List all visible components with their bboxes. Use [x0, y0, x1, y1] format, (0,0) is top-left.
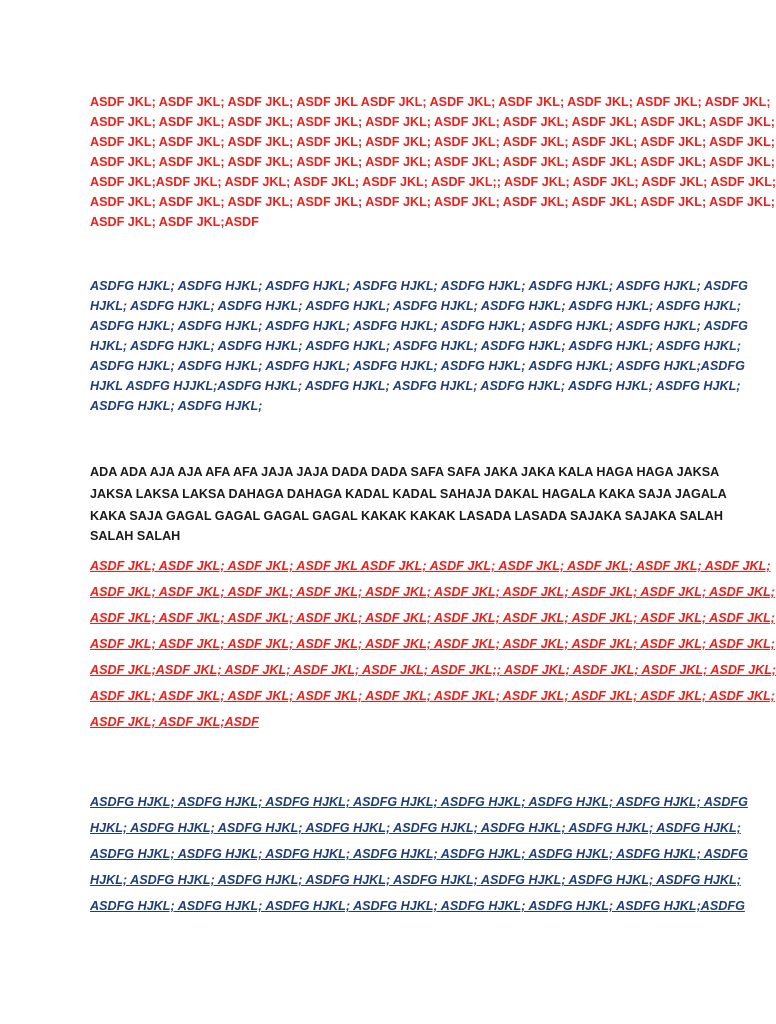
para3-line: ADA ADA AJA AJA AFA AFA JAJA JAJA DADA DADA SAFA SAFA JAKA JAKA KALA HAGA HAGA JAKSA: [90, 465, 720, 479]
para5-line: ASDFG HJKL; ASDFG HJKL; ASDFG HJKL; ASDFG HJKL; ASDFG HJKL; ASDFG HJKL; ASDFG HJKL; ASDFG: [90, 847, 748, 861]
para5-line: ASDFG HJKL; ASDFG HJKL; ASDFG HJKL; ASDFG HJKL; ASDFG HJKL; ASDFG HJKL; ASDFG HJKL; ASDFG: [90, 795, 748, 809]
para1-line: ASDF JKL; ASDF JKL; ASDF JKL; ASDF JKL; ASDF JKL; ASDF JKL; ASDF JKL; ASDF JKL; ASDF JKL; ASDF JKL;: [90, 195, 775, 209]
para3-line: SALAH SALAH: [90, 529, 181, 543]
para2-line: HJKL; ASDFG HJKL; ASDFG HJKL; ASDFG HJKL; ASDFG HJKL; ASDFG HJKL; ASDFG HJKL; ASDFG HJKL;: [90, 299, 741, 313]
para2-line: ASDFG HJKL; ASDFG HJKL; ASDFG HJKL; ASDFG HJKL; ASDFG HJKL; ASDFG HJKL; ASDFG HJKL; ASDFG: [90, 279, 748, 293]
para2-line: ASDFG HJKL; ASDFG HJKL; ASDFG HJKL; ASDFG HJKL; ASDFG HJKL; ASDFG HJKL; ASDFG HJKL; ASDFG: [90, 319, 748, 333]
para5-line: HJKL; ASDFG HJKL; ASDFG HJKL; ASDFG HJKL; ASDFG HJKL; ASDFG HJKL; ASDFG HJKL; ASDFG HJKL;: [90, 873, 741, 887]
para2-line: HJKL; ASDFG HJKL; ASDFG HJKL; ASDFG HJKL; ASDFG HJKL; ASDFG HJKL; ASDFG HJKL; ASDFG HJKL;: [90, 339, 741, 353]
para2-line: ASDFG HJKL; ASDFG HJKL; ASDFG HJKL; ASDFG HJKL; ASDFG HJKL; ASDFG HJKL; ASDFG HJKL;ASDFG: [90, 359, 745, 373]
para1-line: ASDF JKL; ASDF JKL; ASDF JKL; ASDF JKL; ASDF JKL; ASDF JKL; ASDF JKL; ASDF JKL; ASDF JKL; ASDF JKL;: [90, 135, 775, 149]
para4-line: ASDF JKL; ASDF JKL; ASDF JKL; ASDF JKL; ASDF JKL; ASDF JKL; ASDF JKL; ASDF JKL; ASDF JKL; ASDF JKL;: [90, 611, 775, 625]
para1-line: ASDF JKL; ASDF JKL; ASDF JKL; ASDF JKL; ASDF JKL; ASDF JKL; ASDF JKL; ASDF JKL; ASDF JKL; ASDF JKL;: [90, 115, 775, 129]
para4-line: ASDF JKL;ASDF JKL; ASDF JKL; ASDF JKL; ASDF JKL; ASDF JKL;; ASDF JKL; ASDF JKL; ASDF JKL; ASDF JKL;: [90, 663, 776, 677]
para4-line: ASDF JKL; ASDF JKL; ASDF JKL; ASDF JKL; ASDF JKL; ASDF JKL; ASDF JKL; ASDF JKL; ASDF JKL; ASDF JKL;: [90, 637, 775, 651]
para3-line: KAKA SAJA GAGAL GAGAL GAGAL GAGAL KAKAK KAKAK LASADA LASADA SAJAKA SAJAKA SALAH: [90, 509, 723, 523]
para1-line: ASDF JKL; ASDF JKL; ASDF JKL; ASDF JKL ASDF JKL; ASDF JKL; ASDF JKL; ASDF JKL; ASDF JKL; ASDF JKL;: [90, 95, 771, 109]
para2-line: HJKL ASDFG HJJKL;ASDFG HJKL; ASDFG HJKL; ASDFG HJKL; ASDFG HJKL; ASDFG HJKL; ASDFG HJKL;: [90, 379, 741, 393]
para1-line: ASDF JKL; ASDF JKL;ASDF: [90, 215, 259, 229]
para4-line: ASDF JKL; ASDF JKL; ASDF JKL; ASDF JKL; ASDF JKL; ASDF JKL; ASDF JKL; ASDF JKL; ASDF JKL; ASDF JKL;: [90, 585, 775, 599]
para4-line: ASDF JKL; ASDF JKL;ASDF: [90, 715, 259, 729]
para5-line: ASDFG HJKL; ASDFG HJKL; ASDFG HJKL; ASDFG HJKL; ASDFG HJKL; ASDFG HJKL; ASDFG HJKL;ASDFG: [90, 899, 745, 913]
para5-line: HJKL; ASDFG HJKL; ASDFG HJKL; ASDFG HJKL; ASDFG HJKL; ASDFG HJKL; ASDFG HJKL; ASDFG HJKL;: [90, 821, 741, 835]
para4-line: ASDF JKL; ASDF JKL; ASDF JKL; ASDF JKL; ASDF JKL; ASDF JKL; ASDF JKL; ASDF JKL; ASDF JKL; ASDF JKL;: [90, 689, 775, 703]
para2-line: ASDFG HJKL; ASDFG HJKL;: [90, 399, 263, 413]
para1-line: ASDF JKL; ASDF JKL; ASDF JKL; ASDF JKL; ASDF JKL; ASDF JKL; ASDF JKL; ASDF JKL; ASDF JKL; ASDF JKL;: [90, 155, 775, 169]
para4-line: ASDF JKL; ASDF JKL; ASDF JKL; ASDF JKL ASDF JKL; ASDF JKL; ASDF JKL; ASDF JKL; ASDF JKL; ASDF JKL;: [90, 559, 771, 573]
para1-line: ASDF JKL;ASDF JKL; ASDF JKL; ASDF JKL; ASDF JKL; ASDF JKL;; ASDF JKL; ASDF JKL; ASDF JKL; ASDF JKL;: [90, 175, 776, 189]
para3-line: JAKSA LAKSA LAKSA DAHAGA DAHAGA KADAL KADAL SAHAJA DAKAL HAGALA KAKA SAJA JAGALA: [90, 487, 727, 501]
